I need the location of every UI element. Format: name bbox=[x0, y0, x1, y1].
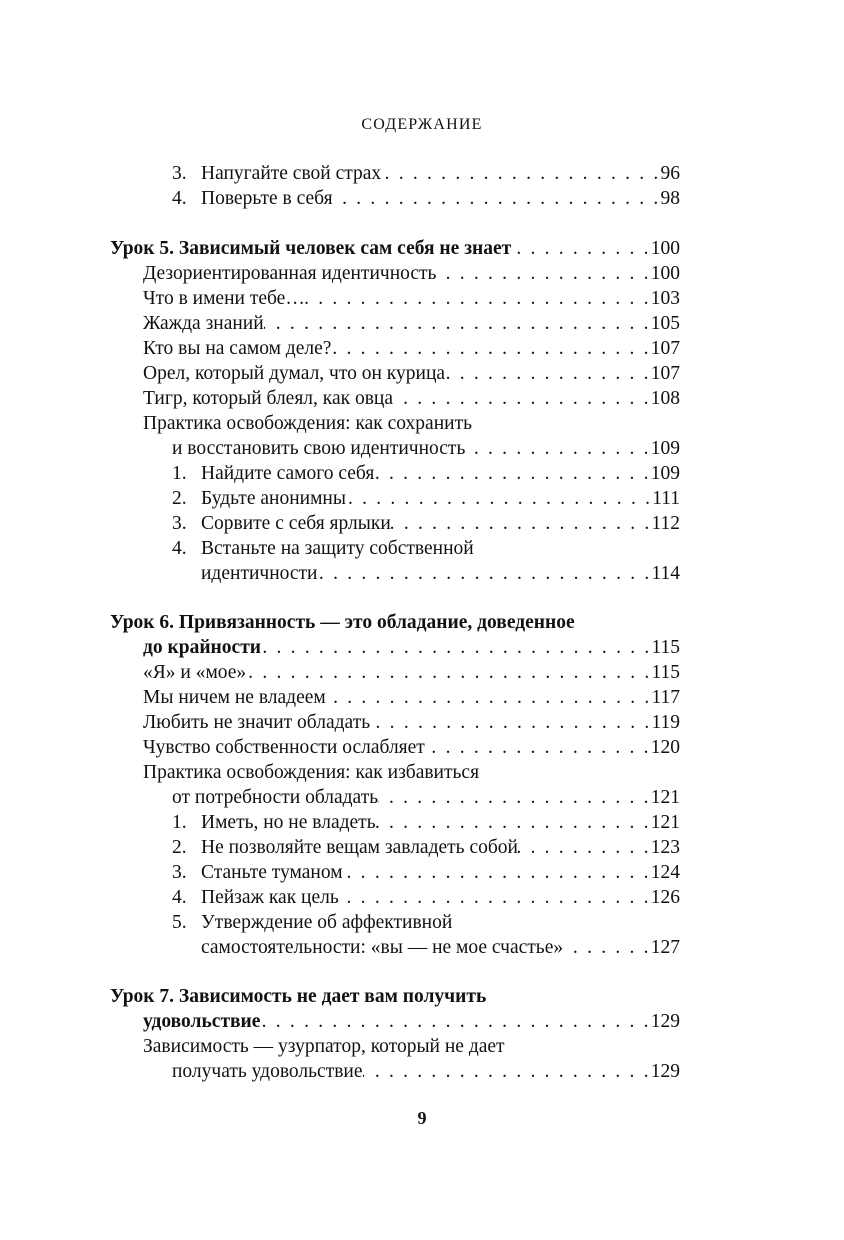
toc-entry-line2 bbox=[172, 785, 680, 811]
chapter-heading-line1 bbox=[110, 984, 680, 1010]
toc-entry bbox=[143, 685, 680, 711]
dot-leader bbox=[436, 261, 650, 287]
page-number: 98 bbox=[660, 188, 680, 209]
dot-leader bbox=[391, 511, 652, 537]
dot-leader bbox=[260, 1009, 650, 1035]
dot-leader bbox=[339, 885, 651, 911]
toc-entry-line2 bbox=[172, 1059, 680, 1085]
dot-leader bbox=[378, 785, 651, 811]
entry-title: Станьте туманом bbox=[201, 862, 343, 883]
toc-entry bbox=[172, 810, 680, 836]
dot-leader bbox=[381, 161, 660, 187]
entry-title: Поверьте в себя bbox=[201, 188, 333, 209]
entry-title: Будьте анонимны bbox=[201, 488, 346, 509]
page-number: 109 bbox=[650, 463, 680, 484]
toc-entry bbox=[172, 186, 680, 212]
page-number: 100 bbox=[650, 238, 680, 259]
toc-entry bbox=[172, 835, 680, 861]
dot-leader bbox=[343, 860, 651, 886]
page-number: 108 bbox=[650, 388, 680, 409]
entry-title: Пейзаж как цель bbox=[201, 887, 339, 908]
toc-entry bbox=[172, 161, 680, 187]
toc-entry bbox=[143, 386, 680, 412]
chapter-heading-line1 bbox=[110, 610, 680, 636]
toc-entry bbox=[143, 735, 680, 761]
dot-leader bbox=[264, 311, 651, 337]
page-number-footer: 9 bbox=[417, 1108, 427, 1128]
entry-title: Кто вы на самом деле? bbox=[143, 338, 332, 359]
page-number: 127 bbox=[650, 937, 680, 958]
dot-leader bbox=[374, 461, 650, 487]
entry-title: Орел, который думал, что он курица bbox=[143, 363, 446, 384]
toc-entry bbox=[143, 336, 680, 362]
chapter-title: Урок 5. Зависимый человек сам себя не знает bbox=[110, 238, 512, 259]
item-number: 1. bbox=[172, 812, 187, 833]
running-header: СОДЕРЖАНИЕ bbox=[361, 116, 483, 133]
dot-leader bbox=[318, 561, 652, 587]
page-number: 126 bbox=[650, 887, 680, 908]
toc-entry bbox=[172, 511, 680, 537]
toc-entry bbox=[143, 660, 680, 686]
toc-entry bbox=[172, 461, 680, 487]
item-number: 4. bbox=[172, 887, 187, 908]
page-number: 103 bbox=[650, 288, 680, 309]
entry-title: Жажда знаний bbox=[143, 313, 264, 334]
item-number: 2. bbox=[172, 488, 187, 509]
entry-title: Мы ничем не владеем bbox=[143, 687, 326, 708]
entry-title: Встаньте на защиту собственной bbox=[201, 538, 474, 559]
item-number: 4. bbox=[172, 538, 187, 559]
entry-title: Не позволяйте вещам завладеть собой bbox=[201, 837, 518, 858]
entry-title: «Я» и «мое» bbox=[143, 662, 247, 683]
dot-leader bbox=[261, 635, 651, 661]
toc-entry-line1 bbox=[143, 1034, 680, 1060]
toc-entry-line2 bbox=[201, 561, 680, 587]
toc-entry-line2 bbox=[201, 935, 680, 961]
toc-entry bbox=[143, 261, 680, 287]
entry-title: Найдите самого себя bbox=[201, 463, 375, 484]
item-number: 4. bbox=[172, 188, 187, 209]
dot-leader bbox=[518, 835, 651, 861]
item-number: 2. bbox=[172, 837, 187, 858]
dot-leader bbox=[370, 710, 651, 736]
page-number: 112 bbox=[651, 513, 680, 534]
page-number: 111 bbox=[652, 488, 680, 509]
toc-entry bbox=[172, 486, 680, 512]
page-number: 107 bbox=[650, 338, 680, 359]
page-number: 124 bbox=[650, 862, 680, 883]
dot-leader bbox=[326, 685, 652, 711]
page-number: 115 bbox=[651, 637, 680, 658]
entry-title: Сорвите с себя ярлыки bbox=[201, 513, 391, 534]
entry-title: Чувство собственности ослабляет bbox=[143, 737, 425, 758]
page-number: 96 bbox=[660, 163, 680, 184]
entry-title: Иметь, но не владеть bbox=[201, 812, 376, 833]
entry-title: самостоятельности: «вы — не мое счастье» bbox=[201, 937, 564, 958]
dot-leader bbox=[393, 386, 651, 412]
chapter-heading-line2 bbox=[143, 1009, 680, 1035]
page-number: 115 bbox=[651, 662, 680, 683]
dot-leader bbox=[425, 735, 651, 761]
toc-entry-line2 bbox=[172, 436, 680, 462]
entry-title: Зависимость — узурпатор, который не дает bbox=[143, 1036, 505, 1057]
toc-entry-line1 bbox=[143, 411, 680, 437]
page-number: 120 bbox=[650, 737, 680, 758]
page-number: 107 bbox=[650, 363, 680, 384]
page-number: 123 bbox=[650, 837, 680, 858]
toc-entry bbox=[172, 885, 680, 911]
page-number: 119 bbox=[651, 712, 680, 733]
page-number: 129 bbox=[650, 1011, 680, 1032]
page-number: 109 bbox=[650, 438, 680, 459]
dot-leader bbox=[376, 810, 651, 836]
chapter-title: удовольствие bbox=[143, 1011, 261, 1032]
entry-title: от потребности обладать bbox=[172, 787, 379, 808]
dot-leader bbox=[246, 660, 651, 686]
page-number: 121 bbox=[650, 812, 680, 833]
toc-entry bbox=[143, 311, 680, 337]
dot-leader bbox=[346, 486, 652, 512]
dot-leader bbox=[333, 186, 661, 212]
toc-entry bbox=[172, 860, 680, 886]
dot-leader bbox=[305, 286, 651, 312]
toc-entry bbox=[143, 286, 680, 312]
dot-leader bbox=[445, 361, 651, 387]
toc-entry-line1 bbox=[172, 910, 680, 936]
entry-title: Дезориентированная идентичность bbox=[143, 263, 437, 284]
entry-title: Что в имени тебе… bbox=[143, 288, 305, 309]
entry-title: и восстановить свою идентичность bbox=[172, 438, 466, 459]
toc-entry-line1 bbox=[172, 536, 680, 562]
item-number: 5. bbox=[172, 912, 187, 933]
page-number: 105 bbox=[650, 313, 680, 334]
dot-leader bbox=[363, 1059, 651, 1085]
chapter-title: Урок 6. Привязанность — это обладание, доведенное bbox=[110, 612, 575, 633]
entry-title: Тигр, который блеял, как овца bbox=[143, 388, 394, 409]
entry-title: получать удовольствие bbox=[172, 1061, 363, 1082]
chapter-title: до крайности bbox=[143, 637, 262, 658]
toc-entry-line1 bbox=[143, 760, 680, 786]
toc-entry bbox=[143, 361, 680, 387]
dot-leader bbox=[563, 935, 651, 961]
dot-leader bbox=[465, 436, 650, 462]
dot-leader bbox=[511, 236, 651, 262]
item-number: 1. bbox=[172, 463, 187, 484]
page-number: 129 bbox=[650, 1061, 680, 1082]
page-number: 114 bbox=[651, 563, 680, 584]
chapter-heading-line2 bbox=[143, 635, 680, 661]
chapter-heading bbox=[110, 236, 680, 262]
chapter-title: Урок 7. Зависимость не дает вам получить bbox=[110, 986, 487, 1007]
entry-title: Практика освобождения: как избавиться bbox=[143, 762, 480, 783]
toc-entry bbox=[143, 710, 680, 736]
page-number: 121 bbox=[650, 787, 680, 808]
entry-title: Напугайте свой страх bbox=[201, 163, 382, 184]
entry-title: идентичности bbox=[201, 563, 318, 584]
page-number: 117 bbox=[651, 687, 680, 708]
entry-title: Практика освобождения: как сохранить bbox=[143, 413, 472, 434]
dot-leader bbox=[331, 336, 650, 362]
item-number: 3. bbox=[172, 862, 187, 883]
page-number: 100 bbox=[650, 263, 680, 284]
entry-title: Любить не значит обладать bbox=[143, 712, 371, 733]
item-number: 3. bbox=[172, 513, 187, 534]
entry-title: Утверждение об аффективной bbox=[201, 912, 453, 933]
item-number: 3. bbox=[172, 163, 187, 184]
